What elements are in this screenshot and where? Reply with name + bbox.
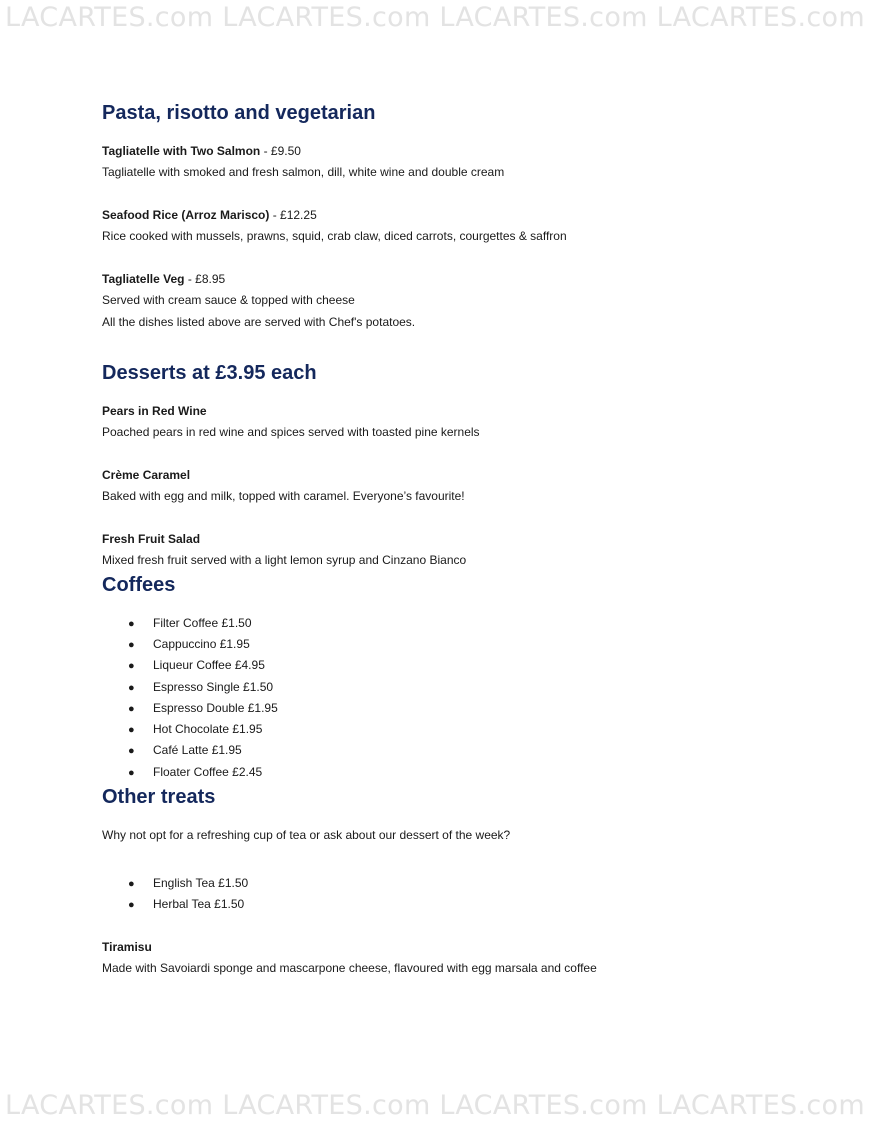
coffee-list-item: ● Espresso Double £1.95: [128, 701, 278, 715]
bullet-icon: ●: [128, 639, 135, 651]
tea-list-item: ● English Tea £1.50: [128, 876, 249, 890]
dish-price: - £12.25: [269, 208, 317, 222]
menu-item-title: [102, 532, 200, 546]
dish-description: Rice cooked with mussels, prawns, squid, crab claw, diced carrots, courgettes & saffron: [102, 229, 567, 243]
bullet-icon: ●: [128, 618, 135, 630]
desserts-heading: Desserts at £3.95 each: [102, 362, 317, 384]
dish-name: Seafood Rice (Arroz Marisco): [102, 208, 270, 222]
dish-description: Mixed fresh fruit served with a light lemon syrup and Cinzano Bianco: [102, 553, 467, 567]
bullet-icon: ●: [128, 703, 135, 715]
dish-name: Tiramisu: [102, 940, 152, 954]
watermark-top: LACARTES.com LACARTES.com LACARTES.com LACARTES.com: [5, 2, 865, 33]
coffee-list-item: ● Hot Chocolate £1.95: [128, 722, 263, 736]
dish-name: Pears in Red Wine: [102, 404, 207, 418]
coffee-list-item: ● Floater Coffee £2.45: [128, 765, 263, 779]
bullet-icon: ●: [128, 660, 135, 672]
menu-item-title: [102, 940, 152, 954]
coffee-list-item: ● Café Latte £1.95: [128, 743, 242, 757]
bullet-icon: ●: [128, 767, 135, 779]
coffee-list-item: ● Cappuccino £1.95: [128, 637, 250, 651]
menu-item-title: [102, 208, 317, 222]
menu-item-title: [102, 144, 301, 158]
dish-name: Crème Caramel: [102, 468, 191, 482]
dish-name: Tagliatelle with Two Salmon: [102, 144, 261, 158]
coffee-list-item: ● Liqueur Coffee £4.95: [128, 658, 265, 672]
coffee-list-item: ● Espresso Single £1.50: [128, 680, 274, 694]
bullet-icon: ●: [128, 682, 135, 694]
dish-description: Baked with egg and milk, topped with caramel. Everyone’s favourite!: [102, 489, 465, 503]
dish-price: - £9.50: [260, 144, 301, 158]
coffee-list-item: ● Filter Coffee £1.50: [128, 616, 252, 630]
tea-list-item: ● Herbal Tea £1.50: [128, 897, 245, 911]
dish-name: Fresh Fruit Salad: [102, 532, 201, 546]
bullet-icon: ●: [128, 899, 135, 911]
dish-description: Tagliatelle with smoked and fresh salmon, dill, white wine and double cream: [102, 165, 505, 179]
dish-name: Tagliatelle Veg: [102, 272, 185, 286]
bullet-icon: ●: [128, 745, 135, 757]
potatoes-note: All the dishes listed above are served with Chef's potatoes.: [102, 315, 416, 329]
pasta-heading: Pasta, risotto and vegetarian: [102, 102, 376, 124]
dish-price: - £8.95: [184, 272, 226, 286]
menu-item-title: [102, 404, 207, 418]
other-treats-heading: Other treats: [102, 786, 216, 808]
dish-description: Made with Savoiardi sponge and mascarpone cheese, flavoured with egg marsala and coffee: [102, 961, 597, 975]
dish-description: Served with cream sauce & topped with cheese: [102, 293, 355, 307]
dish-description: Poached pears in red wine and spices served with toasted pine kernels: [102, 425, 480, 439]
coffees-heading: Coffees: [102, 574, 176, 596]
menu-item-title: [102, 468, 190, 482]
menu-item-title: [102, 272, 225, 286]
bullet-icon: ●: [128, 878, 135, 890]
other-treats-intro: Why not opt for a refreshing cup of tea or ask about our dessert of the week?: [102, 828, 511, 842]
bullet-icon: ●: [128, 724, 135, 736]
watermark-bottom: LACARTES.com LACARTES.com LACARTES.com LACARTES.com: [5, 1090, 865, 1121]
